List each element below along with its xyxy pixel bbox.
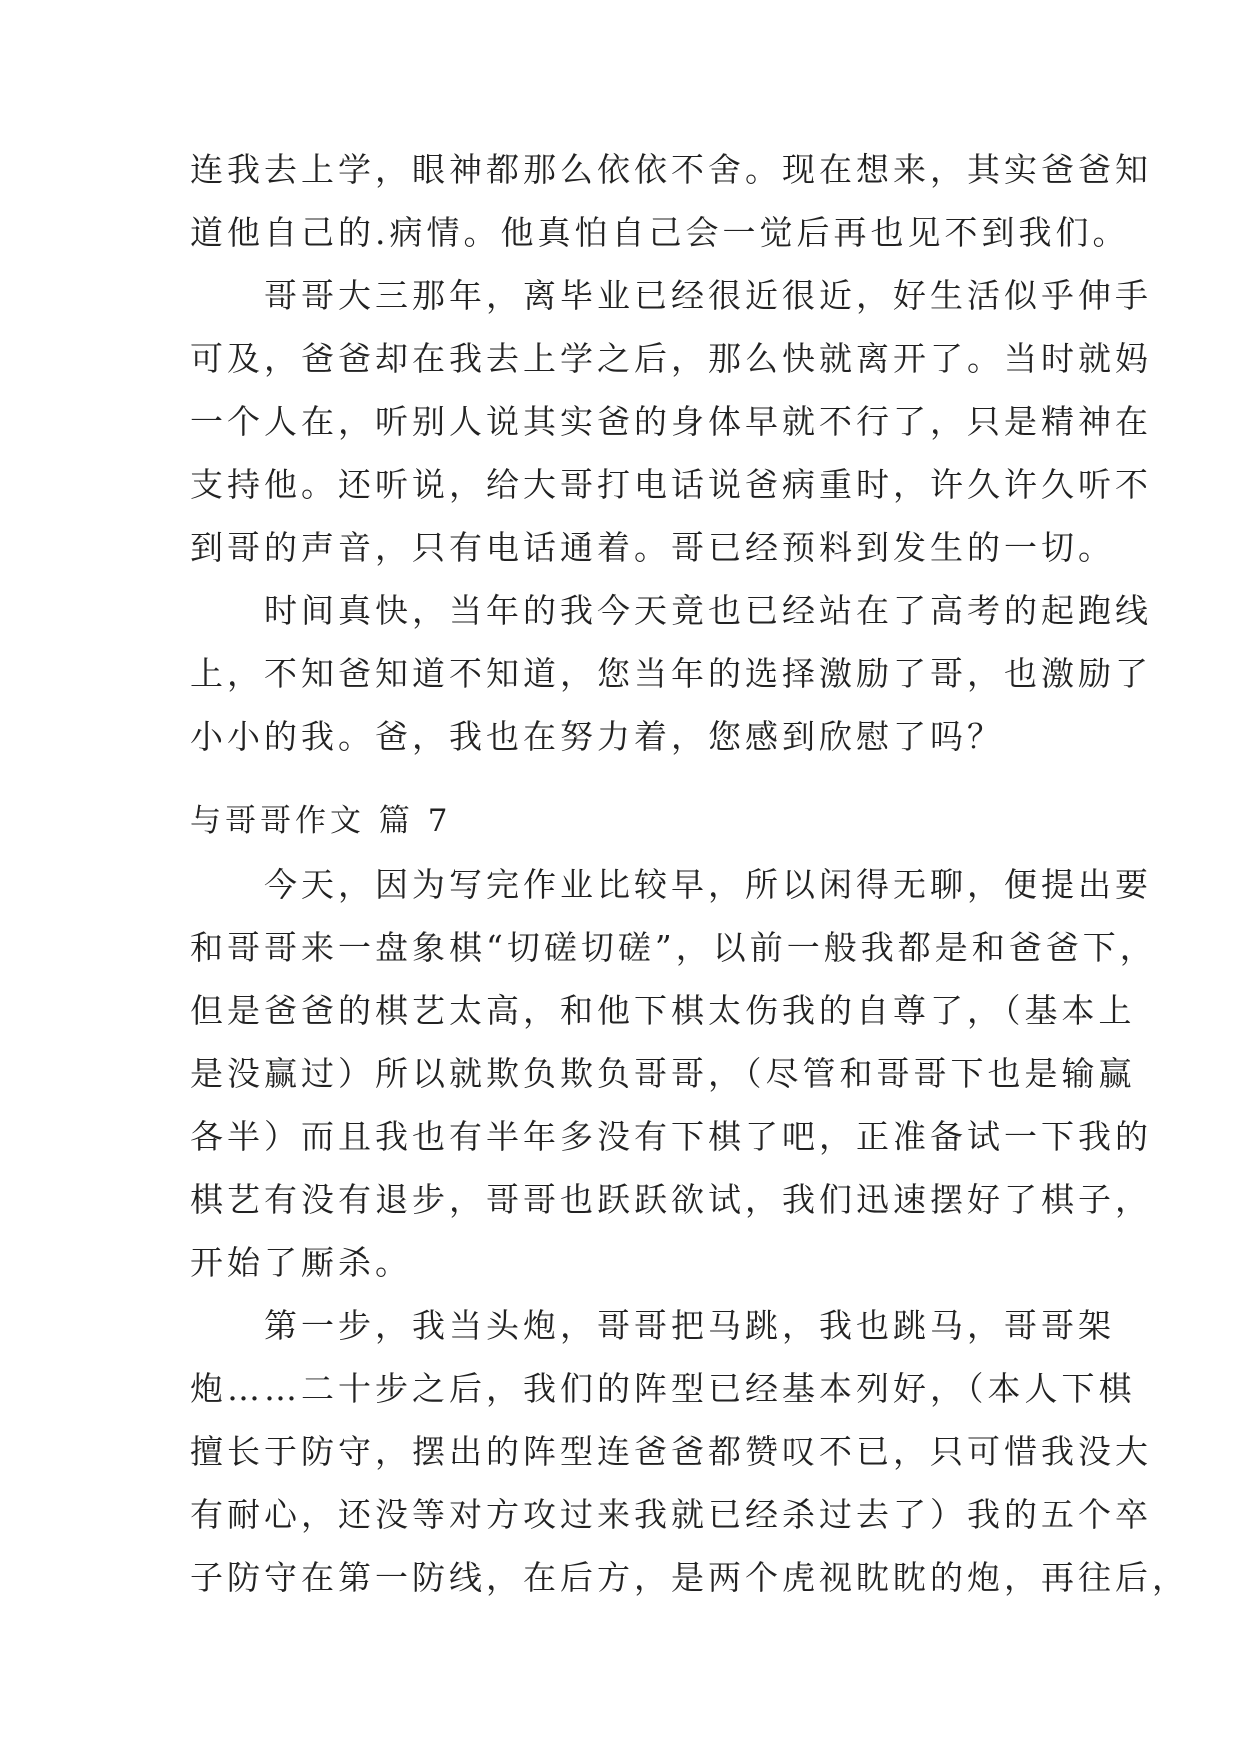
text-line: 小小的我。爸，我也在努力着，您感到欣慰了吗？ [190, 717, 1004, 756]
text-line: 但是爸爸的棋艺太高，和他下棋太伤我的自尊了，（基本上 [190, 991, 1136, 1030]
section-heading: 与哥哥作文 篇 7 [190, 803, 452, 839]
text-line: 棋艺有没有退步，哥哥也跃跃欲试，我们迅速摆好了棋子， [190, 1180, 1152, 1219]
text-line: 和哥哥来一盘象棋“切磋切磋”，以前一般我都是和爸爸下， [190, 928, 1157, 967]
text-line: 支持他。还听说，给大哥打电话说爸病重时，许久许久听不 [190, 465, 1152, 504]
essay-paragraphs-upper [190, 138, 1152, 768]
text-line: 开始了厮杀。 [190, 1243, 412, 1282]
text-line: 是没赢过）所以就欺负欺负哥哥，（尽管和哥哥下也是输赢 [190, 1054, 1136, 1093]
essay-paragraphs-lower [190, 853, 1189, 1609]
text-line: 第一步，我当头炮，哥哥把马跳，我也跳马，哥哥架 [190, 1306, 1115, 1345]
text-line: 连我去上学，眼神都那么依依不舍。现在想来，其实爸爸知 [190, 150, 1152, 189]
text-line: 擅长于防守，摆出的阵型连爸爸都赞叹不已，只可惜我没大 [190, 1432, 1152, 1471]
text-line: 到哥的声音，只有电话通着。哥已经预料到发生的一切。 [190, 528, 1115, 567]
text-line: 哥哥大三那年，离毕业已经很近很近，好生活似乎伸手 [190, 276, 1152, 315]
text-line: 子防守在第一防线，在后方，是两个虎视眈眈的炮，再往后， [190, 1558, 1189, 1597]
text-line: 今天，因为写完作业比较早，所以闲得无聊，便提出要 [190, 865, 1152, 904]
text-line: 各半）而且我也有半年多没有下棋了吧，正准备试一下我的 [190, 1117, 1152, 1156]
text-line: 时间真快，当年的我今天竟也已经站在了高考的起跑线 [190, 591, 1152, 630]
text-line: 有耐心，还没等对方攻过来我就已经杀过去了）我的五个卒 [190, 1495, 1152, 1534]
text-line: 道他自己的.病情。他真怕自己会一觉后再也见不到我们。 [190, 213, 1130, 252]
text-line: 一个人在，听别人说其实爸的身体早就不行了，只是精神在 [190, 402, 1152, 441]
text-line: 上，不知爸知道不知道，您当年的选择激励了哥，也激励了 [190, 654, 1152, 693]
text-line: 可及，爸爸却在我去上学之后，那么快就离开了。当时就妈 [190, 339, 1152, 378]
text-line: 炮……二十步之后，我们的阵型已经基本列好，（本人下棋 [190, 1369, 1136, 1408]
